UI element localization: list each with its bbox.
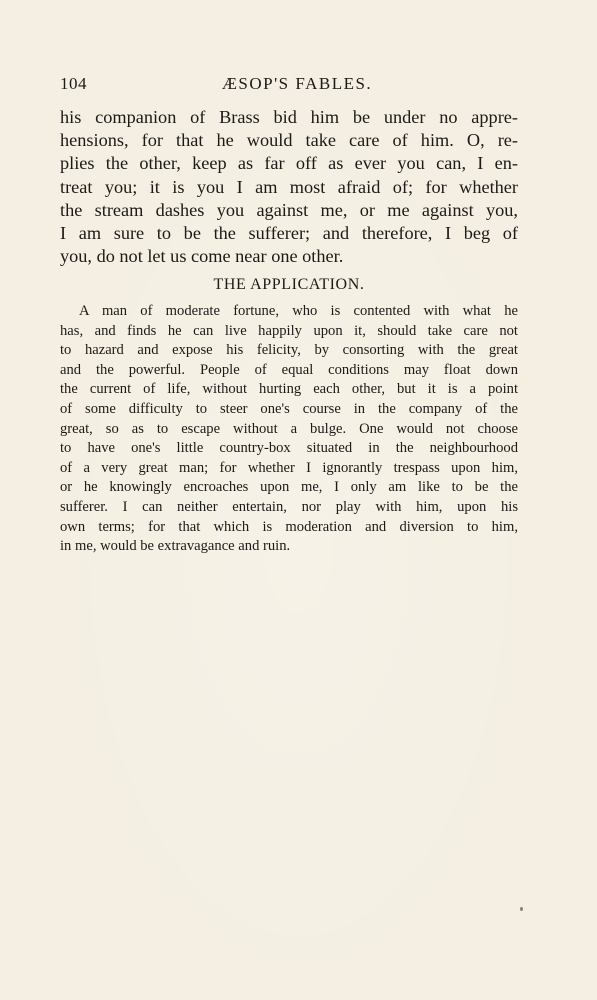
fable-line: treat you; it is you I am most afraid of; for whether [60,176,518,197]
application-line: of some difficulty to steer one's course in the company of the [60,400,518,417]
fable-line: plies the other, keep as far off as ever you can, I en- [60,153,518,174]
application-text [60,302,518,557]
fable-line: the stream dashes you against me, or me against you, [60,199,518,220]
application-line: of a very great man; for whether I ignorantly trespass upon him, [60,459,518,476]
application-line: to have one's little country-box situated in the neighbourhood [60,440,518,457]
application-line: has, and finds he can live happily upon it, should take care not [60,322,518,339]
page-number: 104 [60,74,87,93]
ink-speck [520,907,523,911]
application-line: or he knowingly encroaches upon me, I only am like to be the [60,479,518,496]
application-line: to hazard and expose his felicity, by consorting with the great [60,342,518,359]
fable-text [60,106,518,268]
fable-line: I am sure to be the sufferer; and therefore, I beg of [60,223,518,244]
application-line: great, so as to escape without a bulge. One would not choose [60,420,518,437]
fable-line: hensions, for that he would take care of him. O, re- [60,130,518,151]
application-line: own terms; for that which is moderation and diversion to him, [60,518,518,535]
fable-line: his companion of Brass bid him be under no appre- [60,107,518,127]
running-head [60,74,534,100]
fable-line: you, do not let us come near one other. [60,246,344,267]
application-line: the current of life, without hurting each other, but it is a point [60,381,518,398]
running-title: ÆSOP'S FABLES. [221,74,373,93]
application-line: A man of moderate fortune, who is contented with what he [79,303,518,319]
application-line: in me, would be extravagance and ruin. [60,538,291,555]
application-heading: THE APPLICATION. [213,276,365,293]
application-line: and the powerful. People of equal conditions may float down [60,361,518,378]
application-line: sufferer. I can neither entertain, nor play with him, upon his [60,498,518,515]
